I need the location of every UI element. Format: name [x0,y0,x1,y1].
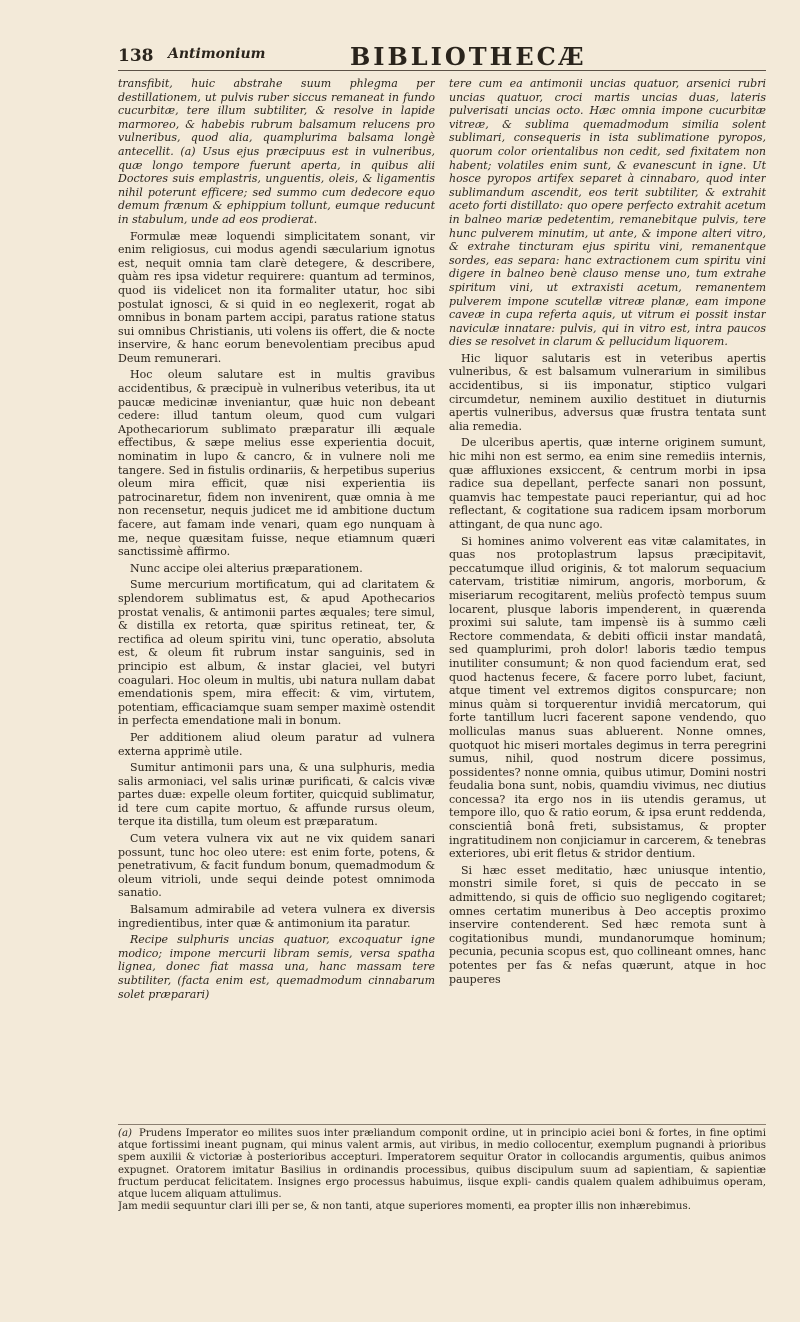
footnote-text: Prudens Imperator eo milites suos inter præliandum componit ordine, ut in principio aciei boni & fortes, in fine optimi atque fortissimi ineant pugnam, qui minus valent armis, aut viribus, in medio collocentur, exemplum pugnandi à prioribus spem auxilii & victoriæ à posterioribus accepturi. Imperatorem sequitur Orator in collocandis argumentis, quibus animos expugnet. Oratorem imitatur Basilius in ordinandis processibus, quibus discipulum suum ad sapientiam, & sapientiæ fructum perducat felicitatem. Insignes ergo processus habuimus, iisque expli- candis qualem qualem adhibuimus operam, atque lucem aliquam attulimus. [118,1128,766,1201]
paragraph: tere cum ea antimonii uncias quatuor, arsenici rubri uncias quatuor, croci martis uncias duas, lateris pulverisati uncias octo. Hæc omnia impone cucurbitæ vitreæ, & sublima quemadmodum similia solent sublimari, consequeris in ista sublimatione pyropos, quorum color orientalibus non cedit, sed fixitatem non habent; volatiles enim sunt, & evanescunt in igne. Ut hosce pyropos artifex separet à cinnabaro, quod inter sublimandum ascendit, eos terit subtiliter, & extrahit aceto forti distillato: quo opere perfecto extrahit acetum in balneo mariæ pedetentim, remanebitque pulvis, tere hunc pulverem minutim, ut ante, & impone alteri vitro, & extrahe tincturam ejus spiritu vini, remanentque sordes, eas separa: hanc extractionem cum spiritu vini digere in balneo benè clauso mense uno, tum extrahe spiritum vini, ut extraxisti acetum, remanentem pulverem impone scutellæ vitreæ planæ, eam impone caveæ in cupa referta aquis, ut vitrum ei possit instar naviculæ innatare: pulvis, qui in vitro est, intra paucos dies se resolvet in clarum & pellucidum liquorem. [449,77,766,349]
running-title: Antimonium [168,46,266,62]
paragraph: De ulceribus apertis, quæ interne originem sumunt, hic mihi non est sermo, ea enim sine remediis internis, quæ affluxiones exsiccent, & centrum morbi in ipsa radice sua depellant, perfecte sanari non possunt, quamvis hac tempestate pauci reperiantur, qui ad hoc reflectant, & cogitatione sua radicem ipsam morborum attingant, de qua nunc ago. [449,436,766,531]
footnote-continuation: Jam medii sequuntur clari illi per se, & non tanti, atque superiores momenti, ea propter illis non inhærebimus. [118,1201,691,1213]
page-header [118,42,766,71]
paragraph: Hic liquor salutaris est in veteribus apertis vulneribus, & est balsamum vulnerarium in similibus accidentibus, si iis imponatur, stiptico vulgari circumdetur, neminem auxilio destituet in diuturnis apertis vulneribus, adversus quæ frustra tentata sunt alia remedia. [449,351,766,433]
paragraph: Formulæ meæ loquendi simplicitatem sonant, vir enim religiosus, cui modus agendi sæcularium ignotus est, nequit omnia tam clarè detegere, & describere, quàm res ipsa videtur requirere: quantum ad terminos, quod iis videlicet non ita formaliter utatur, hoc sibi postulat ignosci, & si quid in eo neglexerit, rogat ab omnibus in bonam partem accipi, paratus ratione status sui omnibus Christianis, uti volens iis offert, die & nocte inservire, & hanc eorum benevolentiam precibus apud Deum remunerari. [118,229,435,365]
paragraph: transfibit, huic abstrahe suum phlegma per destillationem, ut pulvis ruber siccus remaneat in fundo cucurbitæ, tere illum subtiliter, & resolve in lapide marmoreo, & habebis rubrum balsamum relucens pro vulneribus, quod alia, quamplurima balsama longè antecellit. (a) Usus ejus præcipuus est in vulneribus, quæ longo tempore fuerunt aperta, in quibus alii Doctores suis emplastris, unguentis, oleis, & ligamentis nihil poterunt efficere; sed summo cum dedecore equo demum frænum & ephippium tollunt, eumque reducunt in stabulum, unde ad eos prodierat. [118,77,435,226]
footnote [118,1124,766,1308]
footnote-mark: (a) [118,1128,133,1139]
footnote-paragraph [118,1128,766,1201]
book-title: BIBLIOTHECÆ [350,42,587,71]
paragraph: Per additionem aliud oleum paratur ad vulnera externa apprimè utile. [118,730,435,758]
page-number: 138 [118,46,154,66]
paragraph: Sume mercurium mortificatum, qui ad claritatem & splendorem sublimatus est, & apud Apothecarios prostat venalis, & antimonii partes æquales; tere simul, & distilla ex retorta, quæ spiritus retineat, ter, & rectifica ad oleum spiritu vini, tunc operatio, absoluta est, & oleum fit rubrum instar sanguinis, sed in principio est album, & instar glaciei, vel butyri coagulari. Hoc oleum in multis, ubi natura nullam dabat emendationis spem, mira effecit: & vim, virtutem, potentiam, efficaciamque suam semper maximè ostendit in perfecta emendatione mali in bonum. [118,578,435,728]
paragraph: Si homines animo volverent eas vitæ calamitates, in quas nos protoplastrum lapsus præcipitavit, peccatumque illud originis, & tot malorum sequacium catervam, tristitiæ nimirum, angoris, morborum, & miseriarum recogitarent, meliùs profectò tempus suum locarent, plusque laboris impenderent, in quærenda proximi sui salute, tam impensè iis à summo cæli Rectore commendata, & debiti officii instar mandatâ, sed quamplurimi, proh dolor! laboris tædio tempus inutiliter consumunt; & non quod faciendum erat, sed quod hactenus fecere, & facere porro lubet, faciunt, atque timent vel extremos digitos conspurcare; non minus quàm si torquerentur invidiâ mercatorum, qui forte tantillum lucri facerent sapone vendendo, quo molliculas manus suas abluerent. Nonne omnes, quotquot hic miseri mortales degimus in terra peregrini sumus, nihil, quod nostrum dicere possimus, possidentes? nonne omnia, quibus utimur, Domini nostri feudalia bona sunt, nobis, quamdiu vivimus, nec diutius concessa? ita ergo nos in iis utendis geramus, ut tempore illo, quo & ratio eorum, & ipsa erunt reddenda, conscientiâ bonâ freti, subsistamus, & propter ingratitudinem non conjiciamur in carcerem, & tenebras exteriores, ubi erit fletus & stridor dentium. [449,534,766,861]
paragraph: Nunc accipe olei alterius præparationem. [130,561,363,575]
paragraph: Si hæc esset meditatio, hæc uniusque intentio, monstri simile foret, si quis de peccato in se admittendo, si quis de officio suo negligendo cogitaret; omnes certatim muneribus à Deo acceptis proximo inservire contenderent. Sed hæc remota sunt à cogitationibus mundi, mundanorumque hominum; pecunia, pecunia scopus est, quo collineant omnes, hanc potentes per fas & nefas quærunt, atque in hoc pauperes [449,863,766,986]
paragraph: Sumitur antimonii pars una, & una sulphuris, media salis armoniaci, vel salis urinæ purificati, & calcis vivæ partes duæ: expelle oleum fortiter, quicquid sublimatur, id tere cum capite mortuo, & affunde rursus oleum, terque ita distilla, tum oleum est præparatum. [118,761,435,829]
text-columns [118,77,766,1120]
right-column [449,77,766,1120]
paragraph: Recipe sulphuris uncias quatuor, excoquatur igne modico; impone mercurii libram semis, versa spatha lignea, donec fiat massa una, hanc massam tere subtiliter, (facta enim est, quemadmodum cinnabarum solet præparari) [118,933,435,1001]
paragraph: Cum vetera vulnera vix aut ne vix quidem sanari possunt, tunc hoc oleo utere: est enim forte, potens, & penetrativum, & facit fundum bonum, quemadmodum & oleum vitrioli, unde sequi deinde potest omnimoda sanatio. [118,832,435,900]
paragraph: Hoc oleum salutare est in multis gravibus accidentibus, & præcipuè in vulneribus veteribus, ita ut paucæ medicinæ inveniantur, quæ huic non debeant cedere: illud tantum oleum, quod cum vulgari Apothecariorum sublimato præparatur illi æquale effectibus, & sæpe melius esse experientia docuit, nominatim in lupo & cancro, & in vulnere noli me tangere. Sed in fistulis ordinariis, & herpetibus superius oleum mira efficit, quæ nisi experientia iis patrocinaretur, fidem non invenirent, quæ omnia à me non recensetur, nequis judicet me id ambitione ductum facere, aut famam inde venari, quam ego nunquam à me, neque quæsitam fuisse, neque etiamnum quæri sanctissimè affirmo. [118,368,435,559]
left-column [118,77,435,1120]
paragraph: Balsamum admirabile ad vetera vulnera ex diversis ingredientibus, inter quæ & antimonium ita paratur. [118,903,435,930]
